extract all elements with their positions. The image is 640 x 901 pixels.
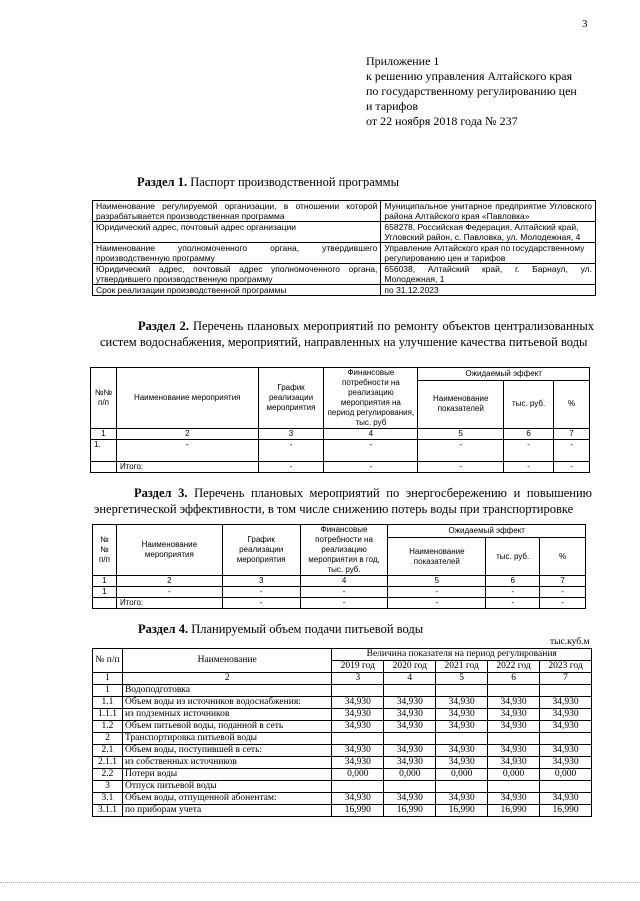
value-cell: 0,000	[332, 769, 384, 781]
table-row	[93, 769, 592, 781]
table-row	[93, 745, 592, 757]
table-cell: 656038, Алтайский край, г. Барнаул, ул. Молодежная, 1	[381, 264, 596, 285]
water-supply-table	[92, 648, 592, 817]
header-cell: тыс. руб.	[504, 380, 554, 428]
section2-title-text: Перечень плановых мероприятий по ремонту объектов централизованных систем водоснабжения, мероприятий, направленных на улучшение качества питьевой воды	[100, 319, 594, 349]
value-cell: 34,930	[540, 709, 592, 721]
row-number-cell: 2	[93, 733, 123, 745]
value-cell: 34,930	[332, 745, 384, 757]
value-cell: 34,930	[384, 793, 436, 805]
table-cell: 2	[116, 429, 258, 440]
total-row	[91, 462, 590, 473]
table-row	[91, 440, 590, 462]
value-cell: 34,930	[332, 793, 384, 805]
table-cell: 4	[300, 576, 388, 587]
section3-number: Раздел 3.	[134, 486, 188, 500]
row-number-cell: 1.1	[93, 697, 123, 709]
appendix-line: и тарифов	[366, 99, 419, 113]
row-number-cell: 1.1.1	[93, 709, 123, 721]
table-cell: 1.	[91, 440, 117, 462]
value-cell: 16,990	[436, 805, 488, 817]
value-cell: 0,000	[540, 769, 592, 781]
total-row	[93, 598, 586, 609]
table-row	[93, 222, 596, 243]
table-row	[93, 781, 592, 793]
table-row	[93, 685, 592, 697]
table-cell: -	[222, 587, 300, 598]
table-cell: Итого:	[116, 462, 258, 473]
header-cell: Наименование мероприятия	[116, 525, 222, 576]
table-cell: 7	[540, 576, 586, 587]
section3-title	[94, 485, 592, 517]
value-cell	[384, 781, 436, 793]
scan-edge-divider	[0, 882, 640, 883]
table-cell: 1	[93, 576, 117, 587]
appendix-header	[366, 54, 577, 129]
row-name-cell: из собственных источников	[122, 757, 331, 769]
table-cell: по 31.12.2023	[381, 285, 596, 296]
row-number-cell: 3.1	[93, 793, 123, 805]
value-cell	[436, 781, 488, 793]
appendix-line: от 22 ноября 2018 года № 237	[366, 114, 518, 128]
table-row	[93, 805, 592, 817]
table-cell: -	[116, 587, 222, 598]
value-cell: 16,990	[332, 805, 384, 817]
header-cell: № п/п	[93, 649, 123, 673]
appendix-line: по государственному регулированию цен	[366, 84, 577, 98]
table-row	[93, 243, 596, 264]
table-cell: Юридический адрес, почтовый адрес уполномоченного органа, утвердившего производственную программу	[93, 264, 381, 285]
value-cell: 34,930	[540, 757, 592, 769]
value-cell	[540, 781, 592, 793]
table-cell: 7	[540, 673, 592, 685]
energy-table	[92, 524, 586, 609]
row-name-cell: Объем воды из источников водоснабжения:	[122, 697, 331, 709]
value-cell: 34,930	[540, 721, 592, 733]
year-header: 2021 год	[436, 661, 488, 673]
appendix-line: к решению управления Алтайского края	[366, 69, 573, 83]
table-cell: 6	[486, 576, 540, 587]
row-name-cell: Потери воды	[122, 769, 331, 781]
section4-title-text: Планируемый объем подачи питьевой воды	[191, 622, 424, 636]
value-cell: 34,930	[436, 757, 488, 769]
value-cell: 34,930	[384, 709, 436, 721]
section1-number: Раздел 1.	[137, 175, 188, 189]
table-cell: 1	[91, 429, 117, 440]
table-cell: -	[324, 440, 418, 462]
row-number-cell: 2.1	[93, 745, 123, 757]
row-name-cell: Объем питьевой воды, поданной в сеть	[122, 721, 331, 733]
header-cell: %	[540, 538, 586, 576]
table-cell: -	[540, 598, 586, 609]
table-cell: -	[388, 587, 486, 598]
table-cell: -	[258, 462, 324, 473]
header-cell: Ожидаемый эффект	[388, 525, 586, 538]
table-cell: Управление Алтайского края по государственному регулированию цен и тарифов	[381, 243, 596, 264]
section2-title	[100, 318, 594, 350]
section1-title	[137, 175, 399, 190]
table-cell: 4	[324, 429, 418, 440]
table-cell: -	[554, 462, 590, 473]
table-cell: -	[418, 440, 504, 462]
table-row	[93, 721, 592, 733]
value-cell: 34,930	[436, 793, 488, 805]
header-cell: Наименование	[122, 649, 331, 673]
table-cell: -	[324, 462, 418, 473]
value-cell: 34,930	[384, 757, 436, 769]
value-cell: 0,000	[436, 769, 488, 781]
value-cell: 34,930	[488, 709, 540, 721]
table-cell: 5	[418, 429, 504, 440]
unit-label: тыс.куб.м	[550, 637, 590, 647]
table-cell: 3	[222, 576, 300, 587]
value-cell: 0,000	[488, 769, 540, 781]
value-cell: 34,930	[436, 745, 488, 757]
table-cell: -	[116, 440, 258, 462]
year-header: 2020 год	[384, 661, 436, 673]
year-header: 2019 год	[332, 661, 384, 673]
table-cell: 7	[554, 429, 590, 440]
section4-title	[138, 622, 423, 637]
table-row	[93, 733, 592, 745]
value-cell: 34,930	[488, 697, 540, 709]
table-row	[93, 587, 586, 598]
column-number-row	[91, 429, 590, 440]
value-cell	[488, 781, 540, 793]
header-cell: График реализации мероприятия	[258, 368, 324, 429]
table-cell: -	[554, 440, 590, 462]
row-name-cell: по приборам учета	[122, 805, 331, 817]
table-cell: -	[300, 587, 388, 598]
table-cell: Наименование уполномоченного органа, утвердившего производственную программу	[93, 243, 381, 264]
table-cell	[91, 462, 117, 473]
value-cell: 34,930	[384, 745, 436, 757]
table-cell: -	[258, 440, 324, 462]
value-cell	[540, 685, 592, 697]
header-cell: Наименование показателей	[418, 380, 504, 428]
table-cell: Наименование регулируемой организации, в отношении которой разрабатывается производственная программа	[93, 201, 381, 222]
value-cell	[384, 685, 436, 697]
row-name-cell: Объем воды, поступившей в сеть:	[122, 745, 331, 757]
table-cell: -	[300, 598, 388, 609]
activities-table	[90, 367, 590, 473]
value-cell: 34,930	[436, 709, 488, 721]
table-cell: 5	[388, 576, 486, 587]
table-cell: 1	[93, 673, 123, 685]
table-cell: -	[222, 598, 300, 609]
table-cell: 2	[116, 576, 222, 587]
table-row	[93, 709, 592, 721]
value-cell: 34,930	[332, 709, 384, 721]
value-cell: 34,930	[332, 697, 384, 709]
year-header: 2022 год	[488, 661, 540, 673]
value-cell: 34,930	[540, 745, 592, 757]
water-supply-table-body	[93, 685, 592, 817]
table-cell: -	[388, 598, 486, 609]
table-row	[93, 793, 592, 805]
passport-table	[92, 200, 596, 296]
row-number-cell: 1.2	[93, 721, 123, 733]
row-number-cell: 2.1.1	[93, 757, 123, 769]
row-name-cell: Отпуск питьевой воды	[122, 781, 331, 793]
value-cell: 34,930	[332, 757, 384, 769]
value-cell	[436, 685, 488, 697]
section1-title-text: Паспорт производственной программы	[190, 175, 399, 189]
header-cell: %	[554, 380, 590, 428]
passport-table-body	[93, 201, 596, 296]
row-number-cell: 3.1.1	[93, 805, 123, 817]
value-cell: 34,930	[332, 721, 384, 733]
table-cell: -	[486, 587, 540, 598]
section4-number: Раздел 4.	[138, 622, 189, 636]
table-cell	[93, 598, 117, 609]
value-cell: 34,930	[436, 721, 488, 733]
table-cell: -	[504, 440, 554, 462]
table-row	[93, 201, 596, 222]
row-name-cell: Объем воды, отпущенной абонентам:	[122, 793, 331, 805]
value-cell: 34,930	[488, 721, 540, 733]
value-cell: 34,930	[488, 757, 540, 769]
header-cell: тыс. руб.	[486, 538, 540, 576]
table-cell: Юридический адрес, почтовый адрес организации	[93, 222, 381, 243]
value-cell	[332, 781, 384, 793]
table-cell: 6	[504, 429, 554, 440]
value-cell: 16,990	[488, 805, 540, 817]
table-cell: -	[418, 462, 504, 473]
value-cell	[436, 733, 488, 745]
table-cell: -	[504, 462, 554, 473]
value-cell: 34,930	[540, 793, 592, 805]
column-number-row	[93, 673, 592, 685]
header-cell: График реализации мероприятия	[222, 525, 300, 576]
value-cell: 34,930	[384, 697, 436, 709]
table-cell: 658278, Российская Федерация, Алтайский край, Угловский район, с. Павловка, ул. Молодежная, 4	[381, 222, 596, 243]
table-cell: 1	[93, 587, 117, 598]
appendix-line: Приложение 1	[366, 54, 440, 68]
column-number-row	[93, 576, 586, 587]
table-cell: 3	[258, 429, 324, 440]
header-cell: №№ п/п	[93, 525, 117, 576]
value-cell	[332, 733, 384, 745]
value-cell: 34,930	[436, 697, 488, 709]
row-name-cell: Транспортировка питьевой воды	[122, 733, 331, 745]
value-cell: 34,930	[488, 745, 540, 757]
row-number-cell: 2.2	[93, 769, 123, 781]
value-cell: 34,930	[488, 793, 540, 805]
row-number-cell: 3	[93, 781, 123, 793]
value-cell: 34,930	[540, 697, 592, 709]
year-header: 2023 год	[540, 661, 592, 673]
value-cell	[488, 733, 540, 745]
table-row	[93, 285, 596, 296]
section2-number: Раздел 2.	[138, 319, 189, 333]
value-cell: 34,930	[384, 721, 436, 733]
header-cell: №№ п/п	[91, 368, 117, 429]
value-cell	[384, 733, 436, 745]
table-cell: Муниципальное унитарное предприятие Угловского района Алтайского края «Павловка»	[381, 201, 596, 222]
row-name-cell: Водоподготовка	[122, 685, 331, 697]
table-row	[93, 264, 596, 285]
table-cell: 3	[332, 673, 384, 685]
value-cell	[540, 733, 592, 745]
value-cell	[488, 685, 540, 697]
page-number: 3	[582, 18, 588, 30]
header-cell: Финансовые потребности на реализацию мероприятия в год, тыс. руб.	[300, 525, 388, 576]
value-cell	[332, 685, 384, 697]
table-cell: 4	[384, 673, 436, 685]
table-row	[93, 757, 592, 769]
header-cell: Финансовые потребности на реализацию мероприятия на период регулирования, тыс. руб	[324, 368, 418, 429]
table-cell: -	[540, 587, 586, 598]
table-cell: 6	[488, 673, 540, 685]
table-row	[93, 697, 592, 709]
value-cell: 16,990	[540, 805, 592, 817]
header-cell: Ожидаемый эффект	[418, 368, 590, 381]
table-cell: 2	[122, 673, 331, 685]
section3-title-text: Перечень плановых мероприятий по энергосбережению и повышению энергетической эффективности, в том числе снижению потерь воды при транспортировке	[94, 486, 593, 516]
table-cell: -	[486, 598, 540, 609]
row-number-cell: 1	[93, 685, 123, 697]
header-cell: Величина показателя на период регулирования	[332, 649, 592, 661]
table-cell: Итого:	[116, 598, 222, 609]
table-cell: Срок реализации производственной программы	[93, 285, 381, 296]
row-name-cell: из подземных источников	[122, 709, 331, 721]
header-cell: Наименование мероприятия	[116, 368, 258, 429]
value-cell: 16,990	[384, 805, 436, 817]
header-cell: Наименование показателей	[388, 538, 486, 576]
table-cell: 5	[436, 673, 488, 685]
value-cell: 0,000	[384, 769, 436, 781]
